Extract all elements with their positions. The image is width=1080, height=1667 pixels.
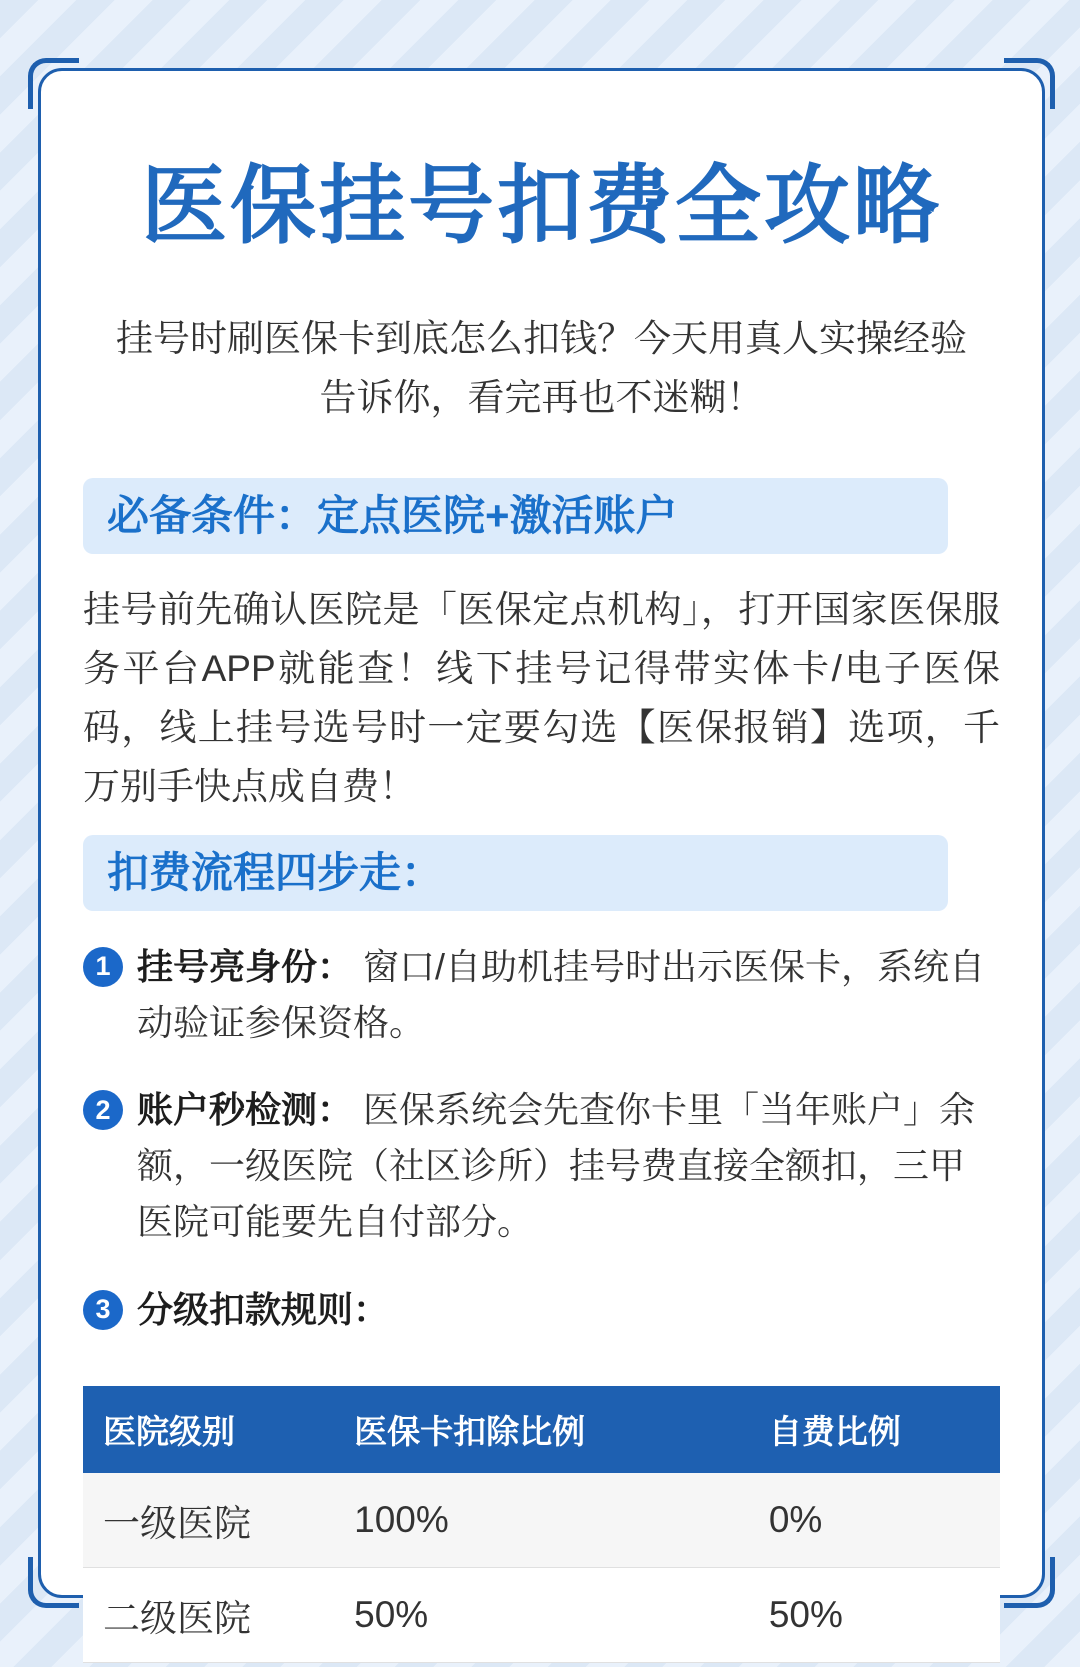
step-text (137, 1082, 1000, 1249)
step-label: 账户秒检测： (137, 1089, 354, 1131)
deduction-rules-table (83, 1386, 1000, 1663)
table-row (83, 1567, 1000, 1662)
requirements-paragraph: 挂号前先确认医院是「医保定点机构」，打开国家医保服务平台APP就能查！线下挂号记得带实体卡/电子医保码，线上挂号选号时一定要勾选【医保报销】选项，千万别手快点成自费！ (83, 588, 1000, 808)
step-item-1 (83, 939, 1000, 1051)
cell-card-deduction: 100% (334, 1473, 749, 1568)
step-body: 医保系统会先查你卡里「当年账户」余额，一级医院（社区诊所）挂号费直接全额扣，三甲医院可能要先自付部分。 (137, 1089, 976, 1242)
corner-bracket-bottom-left (28, 1557, 79, 1608)
cell-hospital-level: 一级医院 (83, 1473, 334, 1568)
step-body: 窗口/自助机挂号时出示医保卡，系统自动验证参保资格。 (137, 945, 986, 1043)
table-header-card-deduction: 医保卡扣除比例 (334, 1386, 749, 1473)
step-label: 挂号亮身份： (137, 945, 354, 987)
step-text (137, 939, 1000, 1051)
cell-hospital-level: 二级医院 (83, 1567, 334, 1662)
cell-self-pay: 50% (749, 1567, 1000, 1662)
section-heading-requirements: 必备条件：定点医院+激活账户 (83, 478, 948, 554)
intro-text: 挂号时刷医保卡到底怎么扣钱？今天用真人实操经验告诉你，看完再也不迷糊！ (116, 318, 967, 419)
poster-content (83, 71, 1000, 1663)
cell-card-deduction: 50% (334, 1567, 749, 1662)
table-row (83, 1473, 1000, 1568)
step-number-badge: 3 (83, 1290, 123, 1330)
step-number-badge: 2 (83, 1090, 123, 1130)
corner-bracket-bottom-right (1004, 1557, 1055, 1608)
table-header-self-pay: 自费比例 (749, 1386, 1000, 1473)
cell-self-pay: 0% (749, 1473, 1000, 1568)
step-item-2 (83, 1082, 1000, 1249)
table-header-row (83, 1386, 1000, 1473)
step-text (137, 1282, 389, 1338)
step-label: 分级扣款规则： (137, 1288, 390, 1330)
steps-list (83, 939, 1000, 1338)
step-item-3 (83, 1282, 1000, 1338)
corner-bracket-top-left (28, 58, 79, 109)
page-title: 医保挂号扣费全攻略 (141, 158, 942, 254)
table-header-hospital-level: 医院级别 (83, 1386, 334, 1473)
step-number-badge: 1 (83, 947, 123, 987)
section-heading-process: 扣费流程四步走： (83, 835, 948, 911)
poster-card (38, 68, 1045, 1639)
corner-bracket-top-right (1004, 58, 1055, 109)
